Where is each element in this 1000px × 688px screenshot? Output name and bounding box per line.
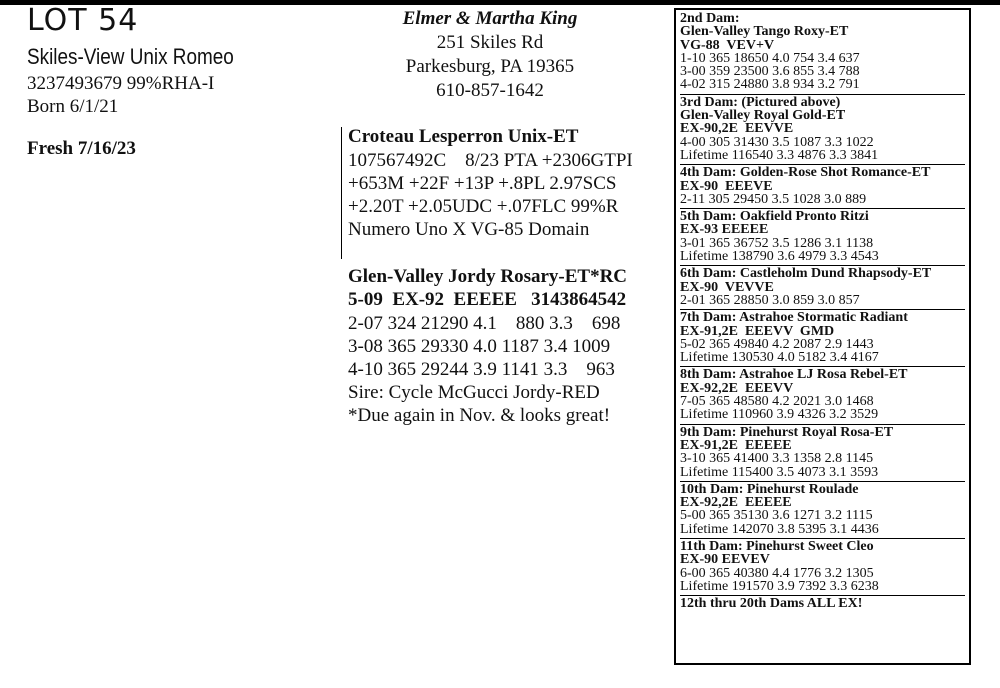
dam-line: 3-00 359 23500 3.6 855 3.4 788 xyxy=(680,64,860,80)
dam-heading: 10th Dam: Pinehurst Roulade xyxy=(680,481,859,497)
sire-line: +2.20T +2.05UDC +.07FLC 99%R xyxy=(348,196,619,217)
sire-line: 107567492C 8/23 PTA +2306GTPI xyxy=(348,150,633,171)
dam-line: EX-91,2E EEEEE xyxy=(680,437,792,453)
dam-heading: 12th thru 20th Dams ALL EX! xyxy=(680,596,863,612)
fresh-date: Fresh 7/16/23 xyxy=(27,138,136,159)
dam-line: 5-02 365 49840 4.2 2087 2.9 1443 xyxy=(680,336,874,352)
dam-sire: Sire: Cycle McGucci Jordy-RED xyxy=(348,382,600,403)
dam-line: EX-90 EEEVE xyxy=(680,178,773,194)
dam-line: 3-01 365 36752 3.5 1286 3.1 1138 xyxy=(680,235,874,251)
dam-heading: 8th Dam: Astrahoe LJ Rosa Rebel-ET xyxy=(680,367,908,383)
dam-line: Glen-Valley Tango Roxy-ET xyxy=(680,24,849,40)
dam-block xyxy=(680,425,965,482)
sire-line: Numero Uno X VG-85 Domain xyxy=(348,219,590,240)
dam-record: 3-08 365 29330 4.0 1187 3.4 1009 xyxy=(348,336,611,357)
dam-line: Lifetime 115400 3.5 4073 3.1 3593 xyxy=(680,464,879,480)
dam-heading: 11th Dam: Pinehurst Sweet Cleo xyxy=(680,538,874,554)
maternal-pedigree-list xyxy=(680,11,965,612)
dam-line: Lifetime 142070 3.8 5395 3.1 4436 xyxy=(680,521,879,537)
dam-block xyxy=(680,310,965,367)
dam-line: 2-01 365 28850 3.0 859 3.0 857 xyxy=(680,292,860,308)
dam-line: Lifetime 191570 3.9 7392 3.3 6238 xyxy=(680,578,879,594)
pedigree-bracket xyxy=(341,127,342,259)
dam-block xyxy=(680,95,965,165)
sire-line: +653M +22F +13P +.8PL 2.97SCS xyxy=(348,173,617,194)
dam-block xyxy=(680,539,965,596)
dam-block xyxy=(680,266,965,310)
dam-heading: 7th Dam: Astrahoe Stormatic Radiant xyxy=(680,310,908,326)
dam-line: 2-11 305 29450 3.5 1028 3.0 889 xyxy=(680,191,867,207)
dam-line: EX-91,2E EEEVV GMD xyxy=(680,323,835,339)
owner-phone: 610-857-1642 xyxy=(436,80,544,101)
dam-line: 3-10 365 41400 3.3 1358 2.8 1145 xyxy=(680,451,874,467)
dam-record: 4-10 365 29244 3.9 1141 3.3 963 xyxy=(348,359,615,380)
dam-line: 1-10 365 18650 4.0 754 3.4 637 xyxy=(680,50,860,66)
dam-line: Lifetime 116540 3.3 4876 3.3 3841 xyxy=(680,147,879,163)
dam-line: EX-93 EEEEE xyxy=(680,222,769,238)
owner-address-1: 251 Skiles Rd xyxy=(436,32,544,53)
dam-line: VG-88 VEV+V xyxy=(680,37,775,53)
top-rule xyxy=(0,0,1000,5)
dam-line: 5-00 365 35130 3.6 1271 3.2 1115 xyxy=(680,508,873,524)
sire-name: Croteau Lesperron Unix-ET xyxy=(348,126,579,147)
dam-classification: 5-09 EX-92 EEEEE 3143864542 xyxy=(348,289,627,310)
birth-date: Born 6/1/21 xyxy=(27,96,119,117)
owner-address-2: Parkesburg, PA 19365 xyxy=(405,56,575,77)
dam-heading: 6th Dam: Castleholm Dund Rhapsody-ET xyxy=(680,266,932,282)
dam-block xyxy=(680,596,965,612)
animal-name: Skiles-View Unix Romeo xyxy=(27,44,234,69)
dam-block xyxy=(680,367,965,424)
dam-line: Lifetime 138790 3.6 4979 3.3 4543 xyxy=(680,249,879,265)
dam-line: 4-00 305 31430 3.5 1087 3.3 1022 xyxy=(680,134,874,150)
dam-line: EX-92,2E EEEEE xyxy=(680,495,792,511)
dam-heading: 2nd Dam: xyxy=(680,11,740,26)
dam-block xyxy=(680,165,965,209)
dam-line: EX-90 VEVVE xyxy=(680,279,774,295)
dam-line: EX-90 EEVEV xyxy=(680,552,770,568)
owner-name: Elmer & Martha King xyxy=(402,8,578,29)
dam-block xyxy=(680,482,965,539)
dam-name: Glen-Valley Jordy Rosary-ET*RC xyxy=(348,266,628,287)
lot-number: LOT 54 xyxy=(27,3,139,38)
dam-note: *Due again in Nov. & looks great! xyxy=(348,405,611,426)
dam-line: EX-92,2E EEEVV xyxy=(680,380,794,396)
dam-record: 2-07 324 21290 4.1 880 3.3 698 xyxy=(348,313,621,334)
dam-heading: 4th Dam: Golden-Rose Shot Romance-ET xyxy=(680,165,931,181)
dam-line: Lifetime 130530 4.0 5182 3.4 4167 xyxy=(680,350,879,366)
dam-block xyxy=(680,209,965,266)
dam-line: EX-90,2E EEVVE xyxy=(680,121,794,137)
dam-block xyxy=(680,11,965,95)
dam-line: 4-02 315 24880 3.8 934 3.2 791 xyxy=(680,77,860,93)
dam-line: Lifetime 110960 3.9 4326 3.2 3529 xyxy=(680,407,879,423)
dam-heading: 5th Dam: Oakfield Pronto Ritzi xyxy=(680,209,869,225)
dam-heading: 9th Dam: Pinehurst Royal Rosa-ET xyxy=(680,424,894,440)
dam-line: 6-00 365 40380 4.4 1776 3.2 1305 xyxy=(680,565,874,581)
registration-line: 3237493679 99%RHA-I xyxy=(27,73,215,94)
dam-line: 7-05 365 48580 4.2 2021 3.0 1468 xyxy=(680,394,874,410)
dam-heading: 3rd Dam: (Pictured above) xyxy=(680,94,841,110)
dam-line: Glen-Valley Royal Gold-ET xyxy=(680,108,846,124)
